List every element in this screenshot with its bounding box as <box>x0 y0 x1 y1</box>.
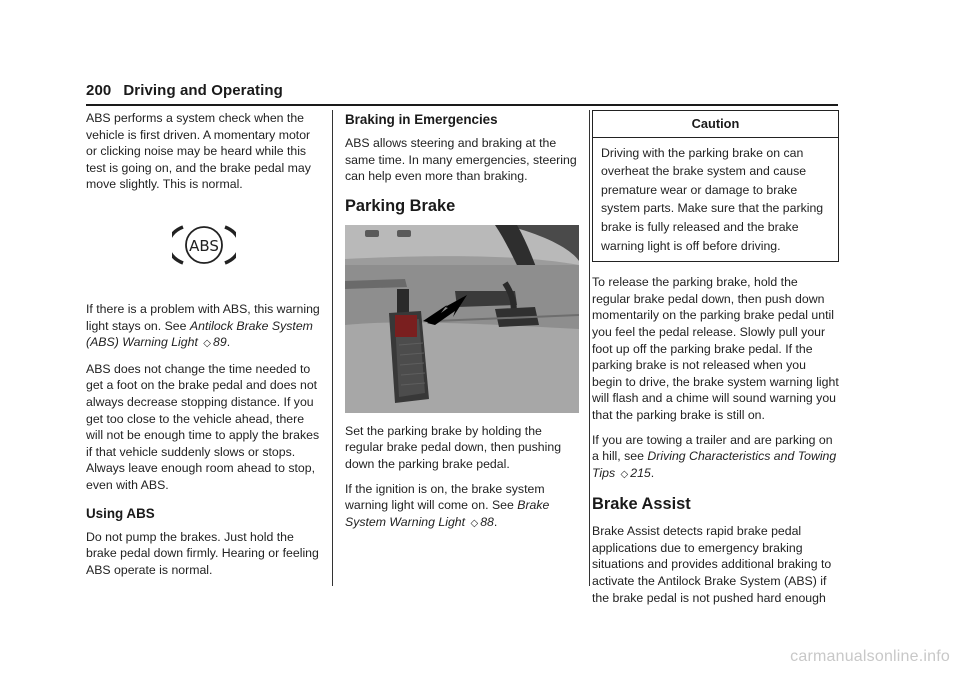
using-abs-heading: Using ABS <box>86 505 155 521</box>
page-ref-215[interactable]: 215 <box>630 465 651 480</box>
caution-box <box>592 110 839 262</box>
column-2 <box>345 110 579 540</box>
header-rule <box>86 104 838 106</box>
page-header <box>86 82 283 99</box>
towing-paragraph: If you are towing a trailer and are parking on a hill, see Driving Characteristics and Towing Tips ◇ 215. <box>592 432 837 480</box>
braking-in-emergencies-heading: Braking in Emergencies <box>345 112 498 127</box>
watermark: carmanualsonline.info <box>790 648 950 665</box>
page-ref-88[interactable]: 88 <box>480 514 494 529</box>
abs-stopping-distance-paragraph: ABS does not change the time needed to get a foot on the brake pedal and does not always decrease stopping distance. If you get too close to the vehicle ahead, there will not be enough time to apply the brakes if that vehicle suddenly slows or stops. Always leave enough room ahead to stop, even with ABS. <box>86 361 320 492</box>
page-ref-icon: ◇ <box>203 338 211 350</box>
abs-warning-paragraph: If there is a problem with ABS, this warning light stays on. See Antilock Brake System (ABS) Warning Light ◇ 89. <box>86 301 320 350</box>
parking-brake-pedal-photo <box>345 225 579 413</box>
page-ref-89[interactable]: 89 <box>213 335 227 350</box>
caution-body: Driving with the parking brake on can overheat the brake system and cause premature wear or damage to brake system parts. Make sure that the parking brake is fully released and the brake warning light is off before driving. <box>601 145 824 253</box>
release-parking-brake-paragraph: To release the parking brake, hold the regular brake pedal down, then push down momentarily on the parking brake pedal until you feel the pedal release. Slowly pull your foot up off the parking brake pedal. If the parking brake is not released when you begin to drive, the brake system warning light will flash and a chime will sound warning you that the parking brake is still on. <box>592 275 839 422</box>
emergencies-paragraph: ABS allows steering and braking at the same time. In many emergencies, steering can help even more than braking. <box>345 136 577 184</box>
towing-tips-link[interactable]: Driving Characteristics and Towing Tips <box>592 449 837 480</box>
abs-system-check-paragraph: ABS performs a system check when the vehicle is first driven. A momentary motor or clicking noise may be heard while this test is going on, and the brake pedal may move slightly. This is normal. <box>86 111 311 192</box>
abs-warning-light-link[interactable]: Antilock Brake System (ABS) Warning Light <box>86 318 313 350</box>
abs-icon-text: ABS <box>189 236 219 255</box>
brake-assist-paragraph: Brake Assist detects rapid brake pedal applications due to emergency braking situations and provides additional braking to activate the Antilock Brake System (ABS) if the brake pedal is not pushed hard enough <box>592 524 832 605</box>
column-divider-2 <box>589 110 590 586</box>
parking-brake-heading: Parking Brake <box>345 196 456 215</box>
using-abs-paragraph: Do not pump the brakes. Just hold the brake pedal down firmly. Hearing or feeling ABS operate is normal. <box>86 529 319 577</box>
brake-assist-heading: Brake Assist <box>592 495 691 514</box>
caution-title: Caution <box>593 111 838 138</box>
brake-system-warning-light-link[interactable]: Brake System Warning Light <box>345 498 550 529</box>
section-title: Driving and Operating <box>123 82 283 99</box>
column-1 <box>86 110 322 586</box>
page-number: 200 <box>86 82 112 99</box>
set-parking-brake-paragraph: Set the parking brake by holding the regular brake pedal down, then pushing down the parking brake pedal. <box>345 423 562 471</box>
page-ref-icon: ◇ <box>620 468 629 480</box>
column-divider-1 <box>332 110 333 586</box>
column-3 <box>592 110 839 614</box>
page-ref-icon: ◇ <box>470 517 479 529</box>
ignition-warning-paragraph: If the ignition is on, the brake system warning light will come on. See Brake System Warning Light ◇ 88. <box>345 481 550 529</box>
abs-warning-light-icon <box>172 223 236 267</box>
